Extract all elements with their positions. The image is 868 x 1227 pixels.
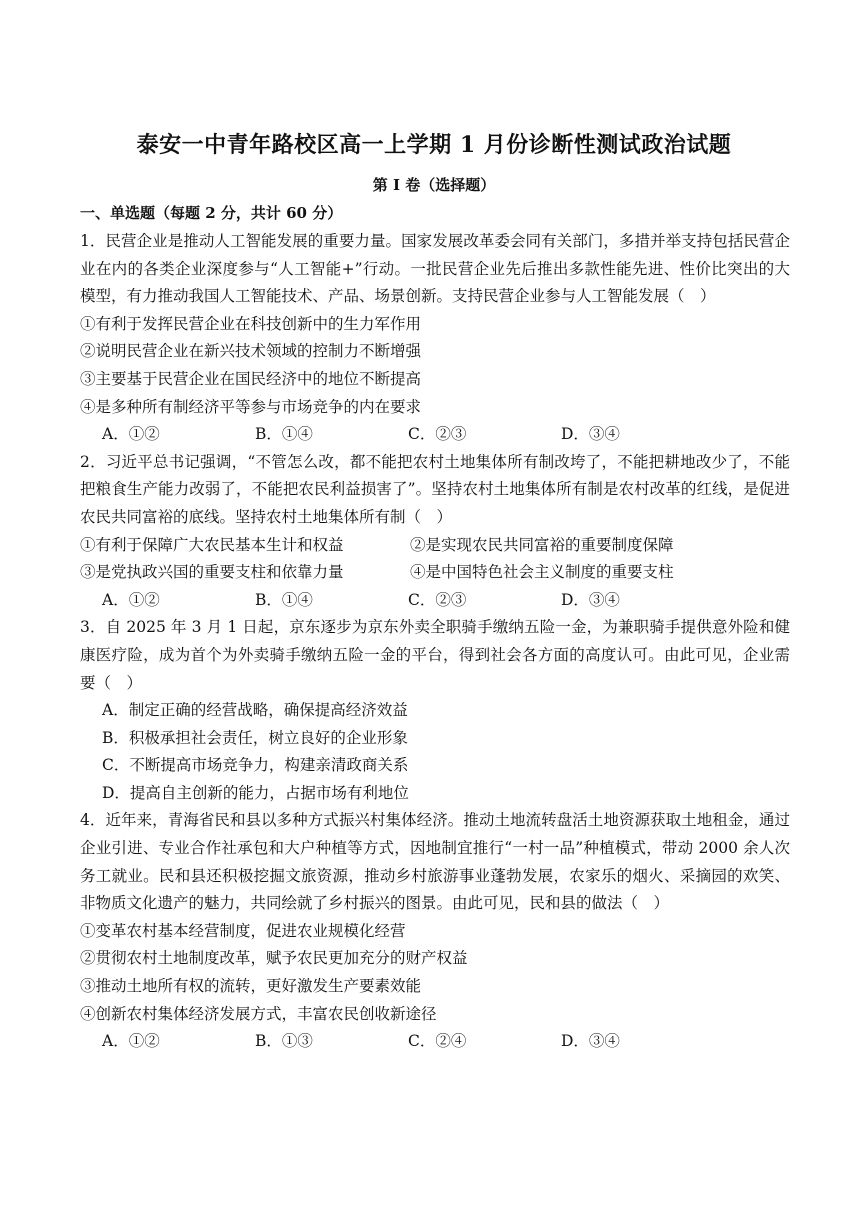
statement: ②贯彻农村土地制度改革，赋予农民更加充分的财产权益 [80,949,468,968]
exam-title: 泰安一中青年路校区高一上学期 1 月份诊断性测试政治试题 [136,132,732,158]
choice-a[interactable]: A．①② [102,590,160,609]
choice-d[interactable]: D．③④ [561,1032,620,1051]
choice-b[interactable]: B．积极承担社会责任，树立良好的企业形象 [102,728,408,747]
statement: ②说明民营企业在新兴技术领域的控制力不断增强 [80,342,422,361]
volume-subtitle: 第 I 卷（选择题） [372,176,496,194]
choice-b[interactable]: B．①③ [255,1032,313,1051]
statement: ④是多种所有制经济平等参与市场竞争的内在要求 [80,397,422,416]
statement: ①变革农村基本经营制度，促进农业规模化经营 [80,921,406,940]
statement: ②是实现农民共同富裕的重要制度保障 [410,535,674,554]
choice-a[interactable]: A．①② [102,425,160,444]
statement: ①有利于保障广大农民基本生计和权益 [80,535,344,554]
question-stem: 1．民营企业是推动人工智能发展的重要力量。国家发展改革委会同有关部门，多措并举支持包括民营企业在内的各类企业深度参与“人工智能+”行动。一批民营企业先后推出多款性能先进、性价比突出的大模型，有力推动我国人工智能技术、产品、场景创新。支持民营企业参与人工智能发展（ ） [80,232,790,306]
choice-a[interactable]: A．制定正确的经营战略，确保提高经济效益 [102,701,408,720]
question-stem: 3．自 2025 年 3 月 1 日起，京东逐步为京东外卖全职骑手缴纳五险一金，为兼职骑手提供意外险和健康医疗险，成为首个为外卖骑手缴纳五险一金的平台，得到社会各方面的高度认可。由此可见，企业需要（ ） [80,618,790,692]
statement: ③是党执政兴国的重要支柱和依靠力量 [80,563,344,582]
statement: ④是中国特色社会主义制度的重要支柱 [410,563,674,582]
statement: ③推动土地所有权的流转，更好激发生产要素效能 [80,977,422,996]
answer-choices [102,587,790,615]
question-1 [80,228,790,449]
question-3 [80,614,790,807]
statement: ①有利于发挥民营企业在科技创新中的生力军作用 [80,314,422,333]
choice-b[interactable]: B．①④ [255,590,313,609]
question-stem: 4．近年来，青海省民和县以多种方式振兴村集体经济。推动土地流转盘活土地资源获取土地租金，通过企业引进、专业合作社承包和大户种植等方式，因地制宜推行“一村一品”种植模式，带动 2000 余人次务工就业。民和县还积极挖掘文旅资源，推动乡村旅游事业蓬勃发展，农家乐的烟火、采摘园的欢笑、非物质文化遗产的魅力，共同绘就了乡村振兴的图景。由此可见，民和县的做法（ ） [80,811,790,913]
choice-c[interactable]: C．②③ [408,425,467,444]
question-2 [80,449,790,615]
choice-d[interactable]: D．提高自主创新的能力，占据市场有利地位 [102,783,409,802]
questions-area [80,228,790,1056]
answer-choices [102,1028,790,1056]
statement-row [80,532,790,560]
choice-a[interactable]: A．①② [102,1032,160,1051]
question-4 [80,807,790,1055]
statement: ④创新农村集体经济发展方式，丰富农民创收新途径 [80,1004,437,1023]
question-stem: 2．习近平总书记强调，“不管怎么改，都不能把农村土地集体所有制改垮了，不能把耕地改少了，不能把粮食生产能力改弱了，不能把农民利益损害了”。坚持农村土地集体所有制是农村改革的红线，是促进农民共同富裕的底线。坚持农村土地集体所有制（ ） [80,452,790,526]
answer-choices [102,421,790,449]
choice-d[interactable]: D．③④ [561,590,620,609]
statement: ③主要基于民营企业在国民经济中的地位不断提高 [80,369,422,388]
statement-row [80,559,790,587]
choice-b[interactable]: B．①④ [255,425,313,444]
choice-c[interactable]: C．不断提高市场竞争力，构建亲清政商关系 [102,756,409,775]
section-heading: 一、单选题（每题 2 分，共计 60 分） [80,204,343,222]
choice-c[interactable]: C．②③ [408,590,467,609]
choice-d[interactable]: D．③④ [561,425,620,444]
choice-c[interactable]: C．②④ [408,1032,467,1051]
